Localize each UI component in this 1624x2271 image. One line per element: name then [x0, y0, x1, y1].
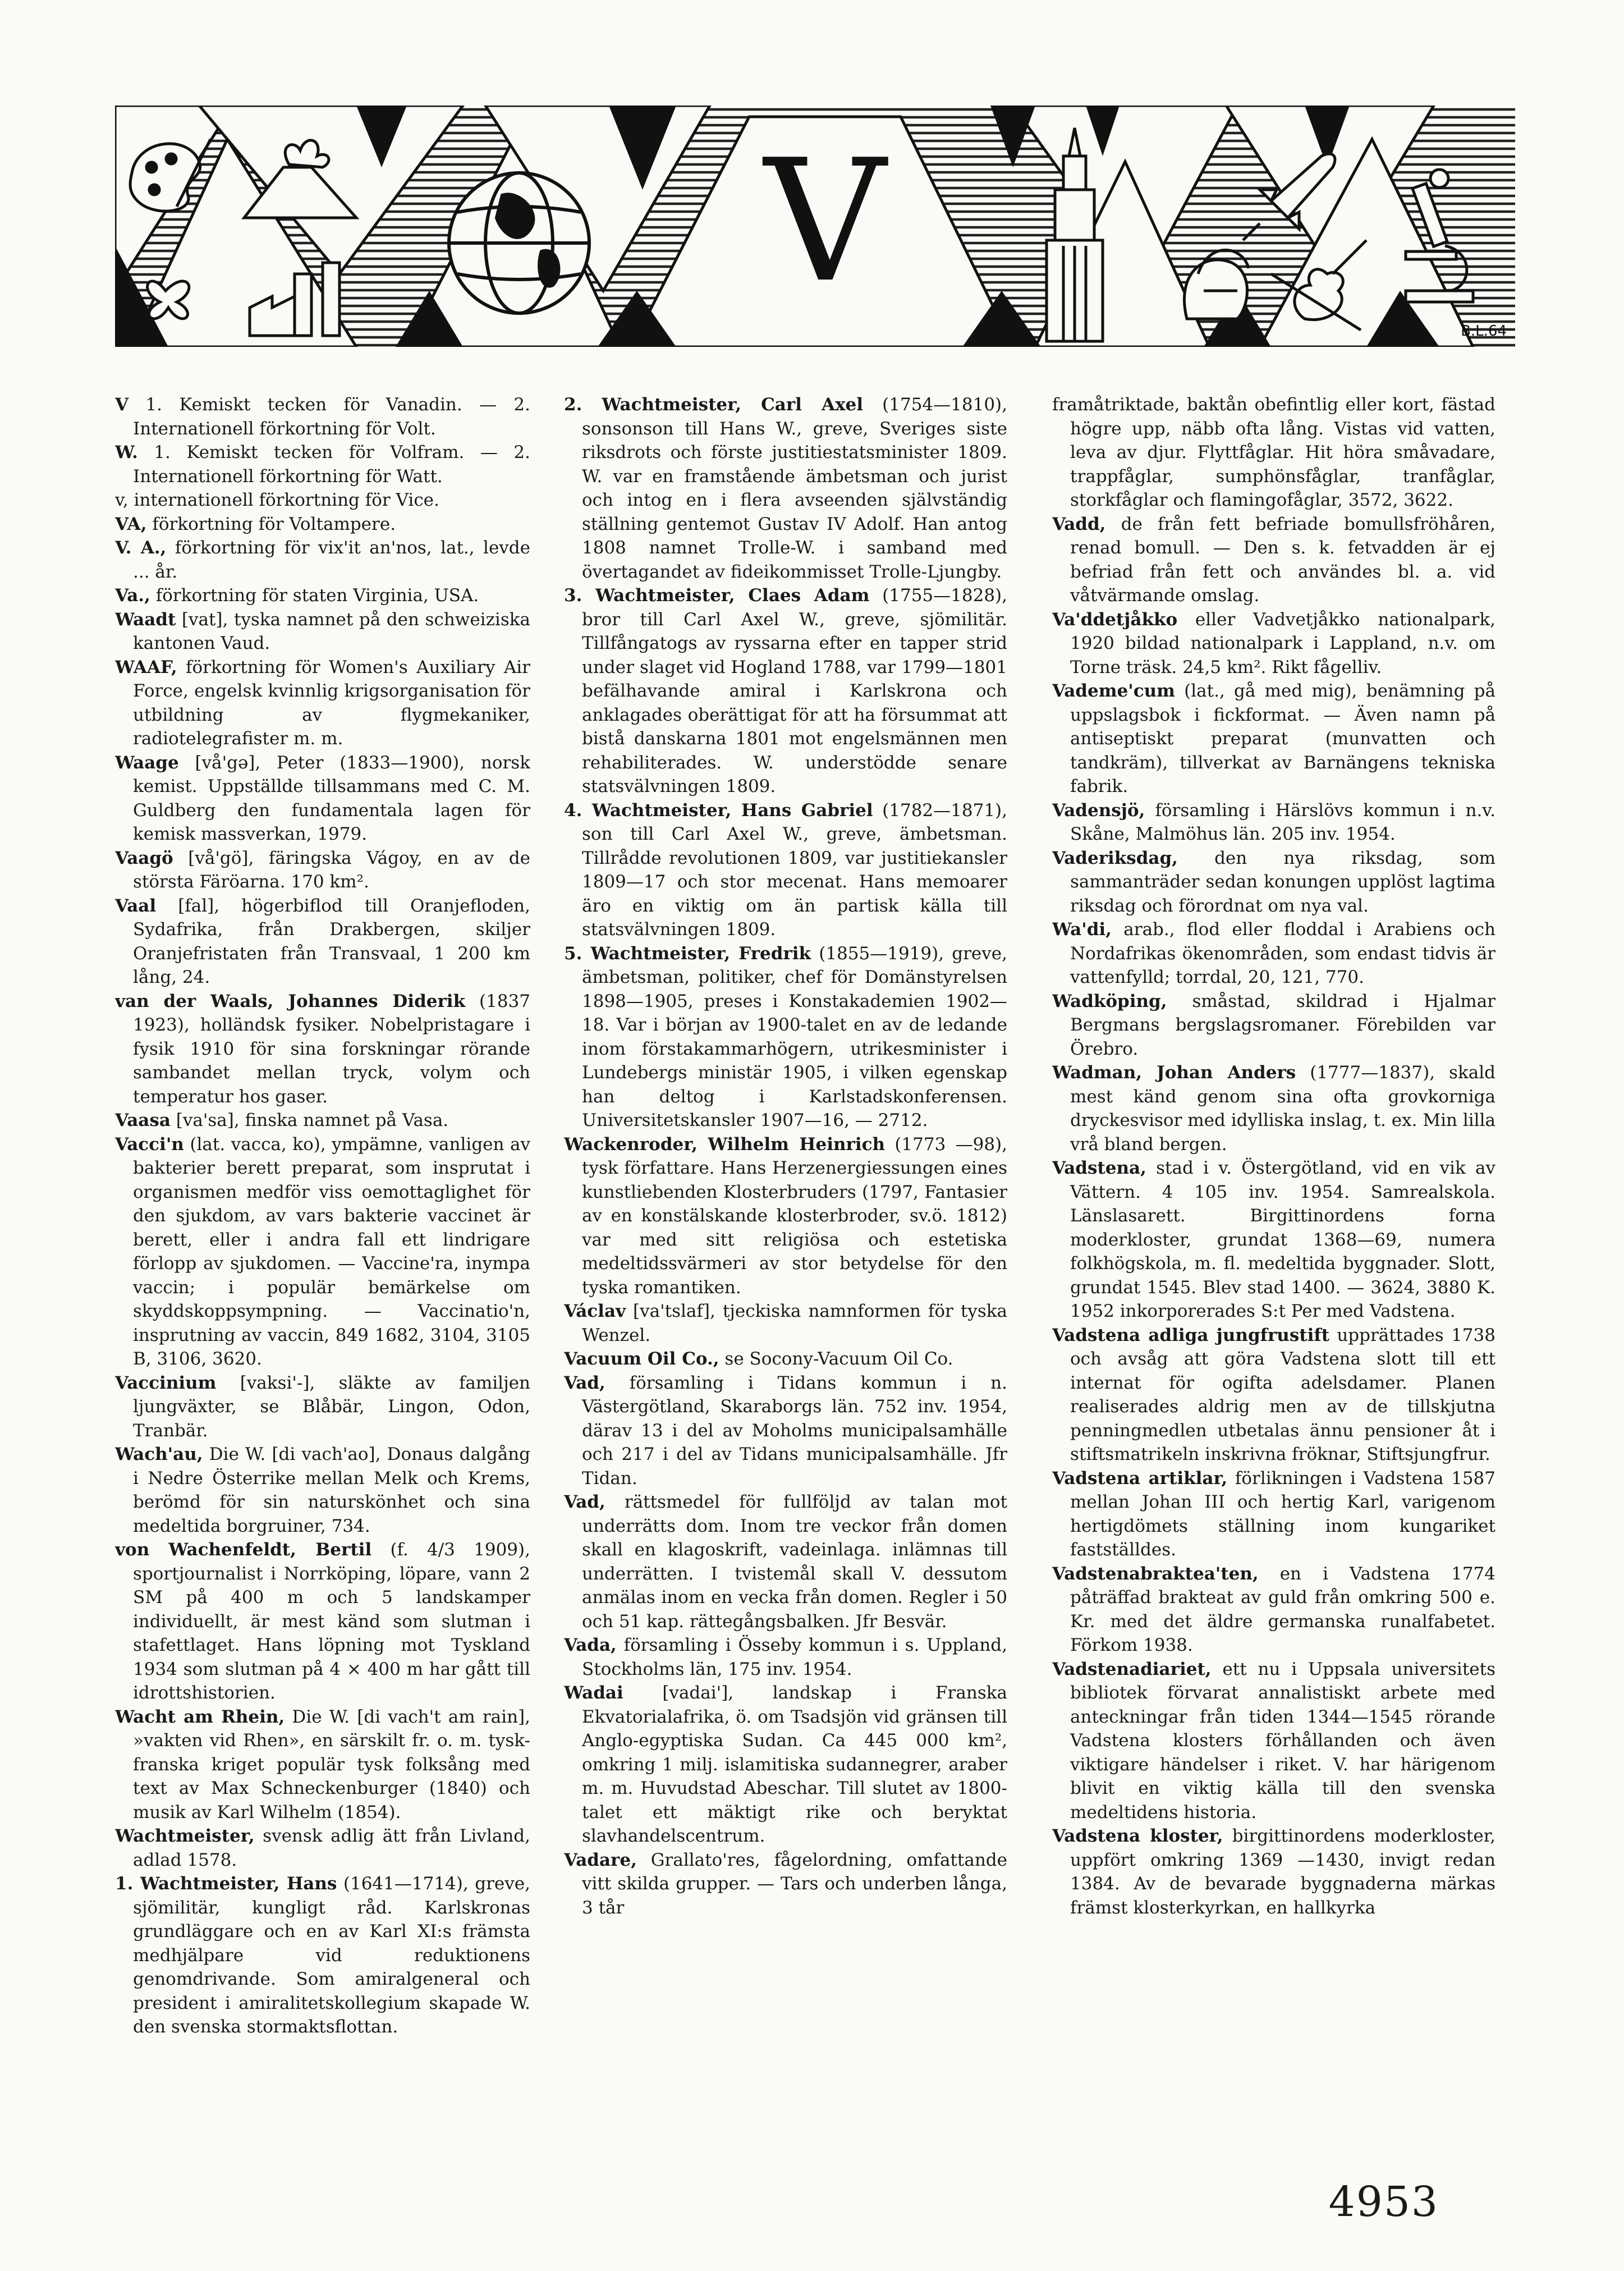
dictionary-entry [564, 799, 1007, 942]
entry-headword: von Wachenfeldt, Bertil [115, 1540, 372, 1560]
dictionary-entry [115, 1133, 530, 1371]
entry-text: (1755—1828), bror till Carl Axel W., greve, sjömilitär. Tillfångatogs av ryssarna efter en tapper strid under slaget vid Hogland 1788, var 1799—1801 befälhavande amiral i Karlskrona och anklagades oberättigat för att ha försummat att bistå danskarna 1801 mot engelsmännen men rehabiliterades. W. understödde senare statsvälvningen 1809. [582, 585, 1007, 796]
entry-headword: Wadai [564, 1683, 623, 1703]
entry-headword: 4. Wachtmeister, Hans Gabriel [564, 800, 873, 821]
dictionary-entry [1052, 679, 1495, 799]
entry-headword: Vadensjö, [1052, 800, 1145, 821]
dictionary-entry [1052, 918, 1495, 990]
dictionary-entry [1052, 1061, 1495, 1156]
entry-headword: VA, [115, 514, 147, 534]
entry-text: upprättades 1738 och avsåg att göra Vadstena slott till ett internat för ogifta adelsdamer. Planen realiserades aldrig men av de tillskjutna penningmedlen utbetalas ännu pensioner åt i stiftsmatrikeln inskrivna fröknar, Stiftsjungfrur. [1070, 1325, 1495, 1464]
entry-headword: Vaderiksdag, [1052, 848, 1178, 868]
dictionary-entry [115, 393, 530, 441]
entry-text: framåtriktade, baktån obefintlig eller kort, fästad högre upp, näbb ofta lång. Vistas vid vatten, leva av djur. Flyttfåglar. Hit höra småvadare, trappfåglar, sumphönsfåglar, tranfåglar, storkfåglar och flamingofåglar, 3572, 3622. [1052, 395, 1495, 510]
column-2 [564, 393, 1007, 2150]
entry-text: (lat. vacca, ko), ympämne, vanligen av bakterier berett preparat, som insprutat i organismen medför viss oemottaglighet för den sjukdom, av vars bakterie vaccinet är berett, eller i andra fall ett lindrigare förlopp av sjukdomen. — Vaccine'ra, inympa vaccin; i populär bemärkelse om skyddskoppsympning. — Vaccinatio'n, insprutning av vaccin, 849 1682, 3104, 3105 B, 3106, 3620. [133, 1134, 530, 1369]
entry-headword: Vacci'n [115, 1134, 184, 1155]
entry-headword: Vad, [564, 1372, 605, 1393]
dictionary-entry [1052, 846, 1495, 918]
entry-text: [va'tslaf], tjeckiska namnformen för tyska Wenzel. [582, 1301, 1007, 1345]
entry-headword: 5. Wachtmeister, Fredrik [564, 943, 811, 964]
column-1 [115, 393, 530, 2150]
entry-text: (f. 4/3 1909), sportjournalist i Norrköping, löpare, vann 2 SM på 400 m och 5 landskamper individuellt, är mest känd som slutman i stafettlaget. Hans löpning mot Tyskland 1934 som slutman på 4 × 400 m har gått till idrottshistorien. [133, 1540, 530, 1703]
entry-headword: Vadstena kloster, [1052, 1826, 1223, 1846]
entry-text: (1782—1871), son till Carl Axel W., greve, ämbetsman. Tillrådde revolutionen 1809, var justitiekansler 1809—17 och stor mecenat. Hans memoarer äro en viktig om än partisk källa till statsvälvningen 1809. [582, 800, 1007, 940]
entry-headword: Vad, [564, 1492, 605, 1512]
entry-headword: Waadt [115, 609, 176, 630]
dictionary-entry [115, 1371, 530, 1443]
dictionary-entry [1052, 512, 1495, 608]
dictionary-entry [1052, 608, 1495, 680]
dictionary-entry [115, 990, 530, 1109]
dictionary-entry [564, 393, 1007, 584]
entry-text: v, internationell förkortning för Vice. [115, 490, 439, 510]
entry-headword: Vadstena adliga jungfrustift [1052, 1325, 1330, 1345]
entry-text: [vå'gə], Peter (1833—1900), norsk kemist. Uppställde tillsammans med C. M. Guldberg den fundamentala lagen för kemisk massverkan, 1979. [133, 752, 530, 844]
dictionary-entry [1052, 799, 1495, 846]
entry-headword: V. A., [115, 538, 167, 558]
dictionary-entry [115, 512, 530, 537]
entry-text: Die W. [di vach'ao], Donaus dalgång i Nedre Österrike mellan Melk och Krems, berömd för sin naturskönhet och sina medeltida borgruiner, 734. [133, 1444, 530, 1536]
entry-text: [vadai'], landskap i Franska Ekvatorialafrika, ö. om Tsadsjön vid gränsen till Anglo-egyptiska Sudan. Ca 445 000 km², omkring 1 milj. islamitiska sudannegrer, araber m. m. Huvudstad Abeschar. Till slutet av 1800-talet ett mäktigt rike och beryktat slavhandelscentrum. [582, 1683, 1007, 1846]
entry-text: de från fett befriade bomullsfröhåren, renad bomull. — Den s. k. fetvadden är ej befriad från fett och användes bl. a. vid våtvärmande omslag. [1070, 514, 1495, 606]
dictionary-entry [115, 656, 530, 751]
entry-text: förkortning för Voltampere. [146, 514, 396, 534]
entry-text: Grallato'res, fågelordning, omfattande vitt skilda grupper. — Tars och underben långa, 3 tår [582, 1849, 1007, 1918]
entry-headword: Wacht am Rhein, [115, 1706, 285, 1727]
dictionary-entry [1052, 990, 1495, 1061]
dictionary-entry [115, 1538, 530, 1705]
entry-text: [vå'gö], färingska Vágoy, en av de största Färöarna. 170 km². [133, 848, 530, 892]
dictionary-entry [115, 1824, 530, 1872]
entry-headword: Václav [564, 1301, 626, 1321]
entry-text: [fal], högerbiflod till Oranjefloden, Sydafrika, från Drakbergen, skiljer Oranjefristaten från Transvaal, 1 200 km lång, 24. [133, 895, 530, 987]
entry-headword: W. [115, 442, 138, 463]
entry-text: [va'sa], finska namnet på Vasa. [170, 1110, 449, 1130]
dictionary-entry [1052, 1156, 1495, 1324]
dictionary-entry [564, 1848, 1007, 1920]
dictionary-entry [1052, 1824, 1495, 1920]
dictionary-entry [564, 584, 1007, 799]
dictionary-entry [115, 1109, 530, 1133]
entry-text: småstad, skildrad i Hjalmar Bergmans bergslagsromaner. Förebilden var Örebro. [1070, 991, 1495, 1059]
entry-text: 1. Kemiskt tecken för Vanadin. — 2. Internationell förkortning för Volt. [129, 395, 530, 439]
entry-headword: Vaal [115, 895, 157, 916]
entry-text: se Socony-Vacuum Oil Co. [719, 1349, 953, 1369]
entry-headword: Wa'di, [1052, 919, 1112, 940]
entry-text: (1754—1810), sonsonson till Hans W., greve, Sveriges siste riksdrots och förste justitiestatsminister 1809. W. var en framstående ämbetsman och jurist och intog en i flera avseenden självständig ställning gentemot Gustav IV Adolf. Han antog 1808 namnet Trolle-W. i samband med övertagandet av fideikommisset Trolle-Ljungby. [582, 395, 1007, 582]
dictionary-entry [564, 1299, 1007, 1347]
entry-headword: Va'ddetjåkko [1052, 609, 1178, 630]
dictionary-entry [564, 942, 1007, 1133]
dictionary-entry [115, 536, 530, 584]
dictionary-entry [115, 751, 530, 846]
entry-headword: Vaasa [115, 1110, 171, 1130]
dictionary-entry [115, 441, 530, 488]
entry-text: 1. Kemiskt tecken för Volfram. — 2. Internationell förkortning för Watt. [133, 442, 530, 487]
entry-text: arab., flod eller floddal i Arabiens och Nordafrikas ökenområden, som endast tidvis är vattenfylld; torrdal, 20, 121, 770. [1070, 919, 1495, 987]
dictionary-entry [564, 1371, 1007, 1491]
entry-text: församling i Härslövs kommun i n.v. Skåne, Malmöhus län. 205 inv. 1954. [1070, 800, 1495, 844]
entry-headword: Wackenroder, Wilhelm Heinrich [564, 1134, 886, 1155]
entry-headword: Wadköping, [1052, 991, 1167, 1011]
page-number: 4953 [1328, 2178, 1439, 2226]
entry-text: (1837 1923), holländsk fysiker. Nobelpristagare i fysik 1910 för sina forskningar rörande sambandet mellan tryck, volym och temperatur hos gaser. [133, 991, 530, 1107]
entry-headword: Vaccinium [115, 1372, 217, 1393]
entry-headword: Vadare, [564, 1849, 637, 1870]
entry-headword: Va., [115, 585, 150, 606]
entry-text: förlikningen i Vadstena 1587 mellan Johan III och hertig Karl, varigenom hertigdömets ställning inom kungariket fastställdes. [1070, 1468, 1495, 1560]
entry-text: församling i Össeby kommun i s. Uppland, Stockholms län, 175 inv. 1954. [582, 1635, 1007, 1679]
entry-headword: Wadman, Johan Anders [1052, 1063, 1296, 1083]
section-letter: V [764, 123, 886, 319]
entry-headword: Vadd, [1052, 514, 1106, 534]
dictionary-entry [115, 1443, 530, 1538]
entry-headword: 1. Wachtmeister, Hans [115, 1874, 337, 1894]
decorative-header-banner [115, 106, 1515, 347]
illustrator-signature: B.L.64 [1461, 323, 1507, 340]
entry-text: en i Vadstena 1774 påträffad brakteat av guld från omkring 500 e. Kr. med det äldre germanska runalfabetet. Förkom 1938. [1070, 1563, 1495, 1655]
dictionary-entry [1052, 393, 1495, 512]
entry-headword: Wach'au, [115, 1444, 203, 1464]
dictionary-entry [115, 608, 530, 656]
entry-headword: Vademe'cum [1052, 681, 1175, 701]
entry-headword: 3. Wachtmeister, Claes Adam [564, 585, 870, 606]
entry-text: (1773 —98), tysk författare. Hans Herzenergiessungen eines kunstliebenden Klosterbruders (1797, Fantasier av en konstälskande klosterbroder, sv.ö. 1812) var med sitt religiösa och estetiska medeltidssvärmeri av stor betydelse för den tyska romantiken. [582, 1134, 1007, 1298]
entry-text: [vat], tyska namnet på den schweiziska kantonen Vaud. [133, 609, 530, 653]
encyclopedia-columns [0, 393, 1624, 2150]
entry-text: (1777—1837), skald mest känd genom sina ofta grovkorniga dryckesvisor med idylliska inslag, t. ex. Min lilla vrå bland bergen. [1070, 1063, 1495, 1155]
entry-text: birgittinordens moderkloster, uppfört omkring 1369 —1430, invigt redan 1384. Av de bevarade byggnaderna märkas främst klosterkyrkan, en hallkyrka [1070, 1826, 1495, 1918]
entry-headword: Waage [115, 752, 179, 773]
entry-headword: Wachtmeister, [115, 1826, 255, 1846]
entry-text: förkortning för staten Virginia, USA. [150, 585, 479, 606]
entry-text: eller Vadvetjåkko nationalpark, 1920 bildad nationalpark i Lappland, n.v. om Torne träsk. 24,5 km². Rikt fågelliv. [1070, 609, 1495, 677]
entry-text: [vaksi'-], släkte av familjen ljungväxter, se Blåbär, Lingon, Odon, Tranbär. [133, 1372, 530, 1441]
entry-text: förkortning för Women's Auxiliary Air Force, engelsk kvinnlig krigsorganisation för utbildning av flygmekaniker, radiotelegrafister m. m. [133, 657, 530, 749]
entry-text: Die W. [di vach't am rain], »vakten vid Rhen», en särskilt fr. o. m. tysk-franska kriget populär tysk folksång med text av Max Schneckenburger (1840) och musik av Karl Wilhelm (1854). [133, 1706, 530, 1823]
dictionary-entry [564, 1681, 1007, 1848]
entry-text: församling i Tidans kommun i n. Västergötland, Skaraborgs län. 752 inv. 1954, därav 13 i del av Moholms municipalsamhälle och 217 i del av Tidans municipalsamhälle. Jfr Tidan. [582, 1372, 1007, 1489]
dictionary-entry [1052, 1562, 1495, 1658]
entry-headword: Vaagö [115, 848, 173, 868]
column-3 [1052, 393, 1495, 2150]
dictionary-entry [564, 1347, 1007, 1371]
entry-headword: Vadstenadiariet, [1052, 1659, 1212, 1679]
entry-text: stad i v. Östergötland, vid en vik av Vättern. 4 105 inv. 1954. Samrealskola. Länslasarett. Birgittinordens forna moderkloster, grundat 1368—69, numera folkhögskola, m. fl. medeltida byggnader. Slott, grundat 1545. Blev stad 1400. — 3624, 3880 K. 1952 inkorporerades S:t Per med Vadstena. [1070, 1158, 1495, 1321]
dictionary-entry [115, 846, 530, 894]
entry-text: den nya riksdag, som sammanträder sedan konungen upplöst lagtima riksdag och förordnat om nya val. [1070, 848, 1495, 916]
entry-headword: van der Waals, Johannes Diderik [115, 991, 466, 1011]
dictionary-entry [564, 1490, 1007, 1633]
dictionary-entry [1052, 1467, 1495, 1562]
dictionary-entry [115, 894, 530, 990]
entry-text: ett nu i Uppsala universitets bibliotek förvarat annalistiskt arbete med anteckningar från tiden 1344—1545 rörande Vadstena klosters förhållanden och även viktigare händelser i riket. V. har härigenom blivit en viktig källa till den svenska medeltidens historia. [1070, 1659, 1495, 1823]
dictionary-entry [115, 584, 530, 608]
dictionary-entry [115, 1705, 530, 1825]
entry-text: (1855—1919), greve, ämbetsman, politiker, chef för Domänstyrelsen 1898—1905, preses i Konstakademien 1902—18. Var i början av 1900-talet en av de ledande inom förstakammarhögern, utrikesminister i Lundebergs ministär 1905, i vilken egenskap han deltog i Karlstadskonferensen. Universitetskansler 1907—16, — 2712. [582, 943, 1007, 1130]
entry-headword: 2. Wachtmeister, Carl Axel [564, 395, 864, 415]
entry-text: förkortning för vix'it an'nos, lat., levde ... år. [133, 538, 530, 582]
entry-headword: Vadstenabrakteа'ten, [1052, 1563, 1259, 1584]
entry-text: (1641—1714), greve, sjömilitär, kungligt råd. Karlskronas grundläggare och en av Karl XI:s främsta medhjälpare vid reduktionens genomdrivande. Som amiralgeneral och president i amiralitetskollegium skapade W. den svenska stormaktsflottan. [133, 1874, 530, 2037]
globe-icon [449, 173, 589, 313]
dictionary-entry [115, 488, 530, 512]
entry-text: rättsmedel för fullföljd av talan mot underrätts dom. Inom tre veckor från domen skall en klagoskrift, vadeinlaga. inlämnas till underrätten. I tvistemål skall V. dessutom anmälas inom en vecka från domen. Regler i 50 och 51 kap. rättegångsbalken. Jfr Besvär. [582, 1492, 1007, 1632]
entry-headword: Vadstena, [1052, 1158, 1146, 1178]
entry-text: (lat., gå med mig), benämning på uppslagsbok i fickformat. — Även namn på antiseptiskt preparat (munvatten och tandkräm), tillverkat av Barnängens tekniska fabrik. [1070, 681, 1495, 796]
entry-headword: WAAF, [115, 657, 177, 677]
dictionary-entry [1052, 1658, 1495, 1825]
dictionary-entry [115, 1872, 530, 2039]
entry-headword: Vadstena artiklar, [1052, 1468, 1228, 1489]
entry-text: svensk adlig ätt från Livland, adlad 1578. [133, 1826, 530, 1870]
entry-headword: V [115, 395, 129, 415]
entry-headword: Vada, [564, 1635, 617, 1655]
dictionary-entry [564, 1133, 1007, 1300]
entry-headword: Vacuum Oil Co., [564, 1349, 719, 1369]
dictionary-entry [564, 1633, 1007, 1681]
dictionary-entry [1052, 1324, 1495, 1467]
